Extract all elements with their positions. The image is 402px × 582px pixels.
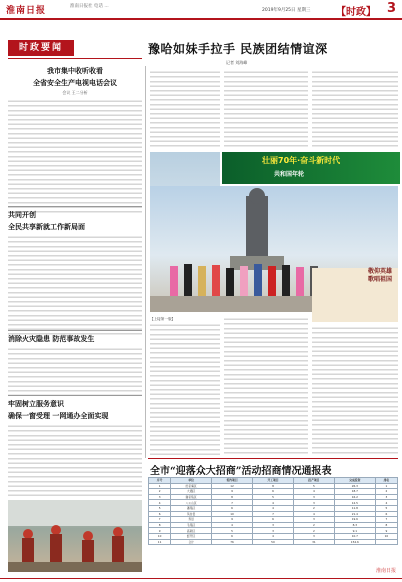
article-2-body: [8, 235, 142, 335]
divider: [8, 395, 142, 396]
table-cell: 大通区: [171, 489, 212, 495]
table-cell: 2: [149, 489, 171, 495]
workers-photo-image: [8, 500, 142, 572]
main-byline: 记者 刘海峰: [226, 60, 248, 65]
table-cell: 6: [253, 489, 294, 495]
section-label: 【时政】: [336, 7, 376, 18]
table-cell: 9: [375, 528, 397, 534]
table-cell: 5: [293, 483, 334, 489]
table-cell: 6: [375, 511, 397, 517]
table-row: [149, 539, 398, 545]
article-2-headline: 共同开创: [8, 210, 36, 219]
table-cell: 11: [149, 539, 171, 545]
table-cell: 谢家集区: [171, 494, 212, 500]
table-cell: 21.4: [334, 511, 375, 517]
investment-table: [148, 477, 398, 545]
table-cell: 八公山区: [171, 500, 212, 506]
table-cell: 3: [293, 494, 334, 500]
table-cell: 3: [149, 494, 171, 500]
table-cell: 18.7: [334, 489, 375, 495]
table-cell: 2: [293, 505, 334, 511]
main-body-col1: [150, 70, 220, 148]
article-1: [8, 66, 142, 215]
table-cell: 1: [149, 483, 171, 489]
promo-line1: 壮丽70年·奋斗新时代: [262, 156, 341, 165]
watermark: 淮南日报: [375, 568, 396, 574]
table-cell: 8.3: [334, 522, 375, 528]
table-cell: 毛集区: [171, 522, 212, 528]
table-cell: 1: [375, 483, 397, 489]
table-cell: 2: [293, 528, 334, 534]
table-cell: 寿县: [171, 517, 212, 523]
photo-caption: 【上接第一版】: [150, 317, 176, 321]
article-1-subheadline: 全省安全生产电视电话会议: [33, 78, 117, 87]
promo-banner: [222, 152, 400, 184]
table-cell: 12.5: [334, 500, 375, 506]
table-cell: 7: [212, 500, 253, 506]
table-cell: 10.7: [334, 533, 375, 539]
table-cell: 5: [149, 505, 171, 511]
article-4-subheadline: 确保一窗受理 一网通办全面实现: [8, 411, 109, 420]
table-cell: 3: [375, 494, 397, 500]
table-cell: 5: [212, 528, 253, 534]
col-header: 开工项目: [253, 478, 294, 484]
table-cell: 田家庵区: [171, 483, 212, 489]
divider: [8, 330, 142, 331]
main-headline: 豫哈如妹手拉手 民族团结情谊深: [148, 42, 328, 56]
table-cell: 9: [212, 489, 253, 495]
table-cell: 4: [293, 489, 334, 495]
table-cell: 5: [375, 505, 397, 511]
table-cell: 3: [293, 517, 334, 523]
table-cell: 4: [149, 500, 171, 506]
table-cell: 16.2: [334, 494, 375, 500]
table-cell: 10: [149, 533, 171, 539]
table-cell: 凤台县: [171, 511, 212, 517]
col-header: 投产项目: [293, 478, 334, 484]
table-cell: 7: [149, 517, 171, 523]
table-cell: 潘集区: [171, 505, 212, 511]
col-header: 签约项目: [212, 478, 253, 484]
table-rule: [148, 458, 398, 459]
table-cell: 4: [293, 511, 334, 517]
table-cell: 11.8: [334, 505, 375, 511]
col-header: 序号: [149, 478, 171, 484]
issue-date: 2019年9月25日 星期三: [262, 8, 311, 13]
lower-body-col3: [312, 326, 398, 455]
table-cell: 3: [253, 522, 294, 528]
table-cell: 6: [149, 511, 171, 517]
col-header: 完成投资: [334, 478, 375, 484]
workers-photo: [8, 500, 142, 572]
table-cell: 10: [375, 533, 397, 539]
col-header: 单位: [171, 478, 212, 484]
article-3: [8, 334, 142, 395]
table-cell: 10: [212, 511, 253, 517]
table-cell: 经开区: [171, 533, 212, 539]
table-cell: 4: [253, 533, 294, 539]
table-cell: 2: [375, 489, 397, 495]
table-title: 全市“迎落众大招商”活动招商情况通报表: [150, 466, 332, 477]
col-header: 排名: [375, 478, 397, 484]
table-cell: 4: [253, 500, 294, 506]
table-cell: 高新区: [171, 528, 212, 534]
table-cell: 3: [253, 528, 294, 534]
main-body-col2: [224, 70, 308, 148]
table-cell: 50: [253, 539, 294, 545]
poem-title: 敬仰英雄 歌唱祖国: [367, 268, 392, 283]
table-cell: 4: [253, 505, 294, 511]
table-cell: 6: [253, 517, 294, 523]
page-header: [0, 0, 402, 20]
promo-line2: 共和国年轮: [274, 171, 305, 178]
article-2-subheadline: 全民共享新就工作新局面: [8, 222, 85, 231]
table-cell: 8: [375, 522, 397, 528]
table-cell: 6: [212, 533, 253, 539]
table-cell: 5: [253, 494, 294, 500]
table-cell: 9.1: [334, 528, 375, 534]
article-1-headline: 我市集中收听收看: [47, 66, 103, 75]
article-1-body: [8, 99, 142, 215]
table-cell: 4: [212, 522, 253, 528]
table-cell: 9: [149, 528, 171, 534]
table-cell: 31: [293, 539, 334, 545]
lower-body-col2: [224, 317, 308, 455]
table-cell: 合计: [171, 539, 212, 545]
table-cell: 3: [293, 500, 334, 506]
table-cell: 8: [253, 483, 294, 489]
table-cell: 8: [149, 522, 171, 528]
table-cell: [375, 539, 397, 545]
masthead: 淮南日报: [6, 6, 47, 16]
article-1-sub2: 会议 王二分析: [62, 90, 88, 95]
table-cell: 8: [212, 494, 253, 500]
main-body-col3: [312, 70, 398, 148]
column-rule: [8, 58, 142, 59]
table-cell: 19.6: [334, 517, 375, 523]
header-tagline: 淮南日报社 电话 ...: [70, 4, 109, 9]
footer-rule: [0, 578, 402, 579]
table-cell: 2: [293, 522, 334, 528]
table-cell: 12: [212, 483, 253, 489]
article-3-body: [8, 347, 142, 395]
lower-body-col1: [150, 323, 220, 455]
table-cell: 4: [375, 500, 397, 506]
table-cell: 26.3: [334, 483, 375, 489]
table-cell: 6: [212, 505, 253, 511]
article-4: [8, 399, 142, 498]
table-cell: 7: [375, 517, 397, 523]
divider: [8, 206, 142, 207]
column-label: 时政要闻: [8, 40, 74, 56]
table-cell: 76: [212, 539, 253, 545]
table-cell: 9: [212, 517, 253, 523]
article-2: [8, 210, 142, 335]
column-divider: [145, 66, 146, 458]
table-cell: 7: [253, 511, 294, 517]
table-cell: 154.6: [334, 539, 375, 545]
article-4-headline: 牢固树立服务意识: [8, 399, 64, 408]
article-4-body: [8, 424, 142, 498]
article-3-headline: 消除火灾隐患 防范事故发生: [8, 334, 95, 343]
table-cell: 3: [293, 533, 334, 539]
page-number: 3: [386, 1, 396, 16]
